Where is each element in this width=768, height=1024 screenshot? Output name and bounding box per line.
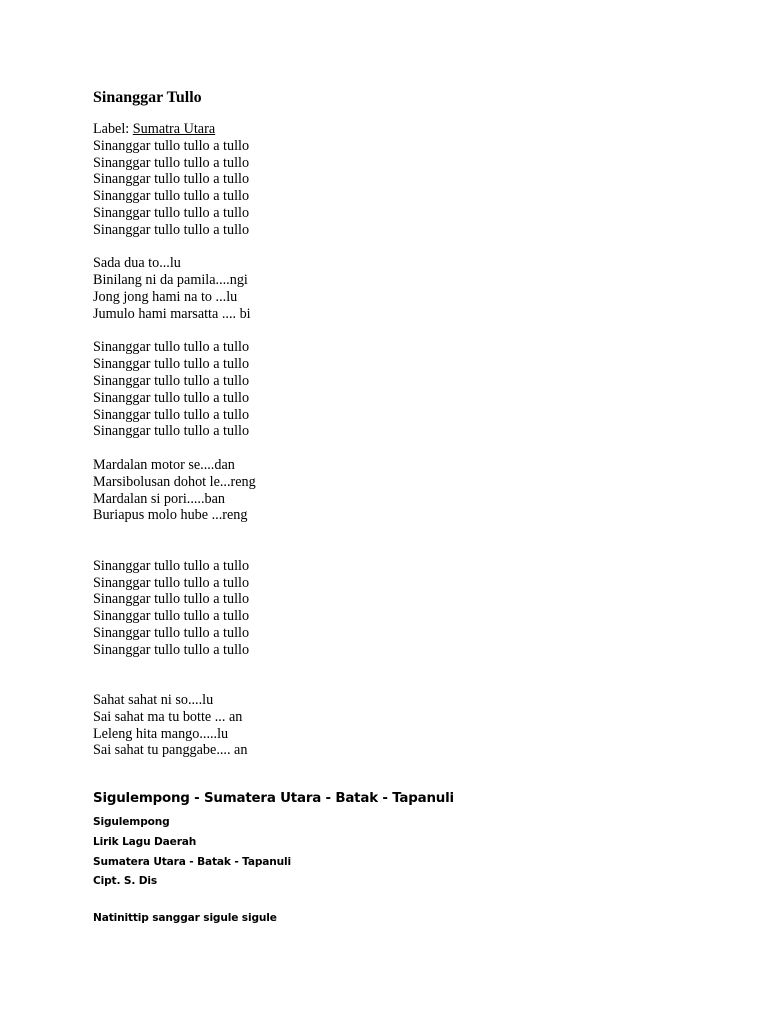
lyric-line: Leleng hita mango.....lu	[93, 725, 229, 742]
lyric-line: Jong jong hami na to ...lu	[93, 288, 238, 305]
lyric-line: Sada dua to...lu	[93, 255, 181, 272]
lyric-line: Sinanggar tullo tullo a tullo	[93, 356, 250, 373]
lyric-line: Jumulo hami marsatta .... bi	[93, 305, 251, 322]
lyric-block-verse-1	[93, 255, 713, 322]
stanza-gap	[93, 440, 713, 457]
lyric-line: Sinanggar tullo tullo a tullo	[93, 171, 250, 188]
lyric-line: Natinittip sanggar sigule sigule	[93, 912, 277, 925]
lyric-line: Sinanggar tullo tullo a tullo	[93, 137, 250, 154]
label-link-sumatra-utara[interactable]: Sumatra Utara	[132, 121, 216, 137]
lyric-line: Sinanggar tullo tullo a tullo	[93, 423, 250, 440]
document-page	[93, 88, 713, 929]
lyric-line: Sahat sahat ni so....lu	[93, 692, 214, 709]
lyric-block-verse-2	[93, 457, 713, 524]
lyric-line: Sinanggar tullo tullo a tullo	[93, 624, 250, 641]
lyric-line: Sai sahat tu panggabe.... an	[93, 742, 248, 759]
song-title-sinanggar-tullo: Sinanggar Tullo	[93, 89, 202, 106]
lyric-block-verse-3	[93, 692, 713, 759]
meta-line: Cipt. S. Dis	[93, 875, 158, 888]
meta-line: Lirik Lagu Daerah	[93, 835, 197, 848]
lyric-line: Sinanggar tullo tullo a tullo	[93, 641, 250, 658]
stanza-gap	[93, 323, 713, 340]
lyric-block-chorus-2	[93, 339, 713, 440]
stanza-gap	[93, 239, 713, 256]
lyric-line: Binilang ni da pamila....ngi	[93, 272, 248, 289]
lyric-block-chorus-3	[93, 558, 713, 659]
stanza-gap	[93, 659, 713, 693]
song-meta-block	[93, 813, 713, 892]
song-title-sigulempong: Sigulempong - Sumatera Utara - Batak - Tapanuli	[93, 791, 454, 807]
label-line	[93, 121, 713, 138]
stanza-gap	[93, 892, 713, 909]
lyric-line: Mardalan si pori.....ban	[93, 490, 225, 507]
lyric-line: Sai sahat ma tu botte ... an	[93, 708, 243, 725]
lyric-line: Buriapus molo hube ...reng	[93, 507, 248, 524]
meta-line: Sigulempong	[93, 816, 170, 829]
section-gap	[93, 759, 713, 789]
lyric-line: Mardalan motor se....dan	[93, 456, 235, 473]
lyric-line: Sinanggar tullo tullo a tullo	[93, 339, 250, 356]
meta-line: Sumatera Utara - Batak - Tapanuli	[93, 855, 292, 868]
lyric-line: Sinanggar tullo tullo a tullo	[93, 608, 250, 625]
lyric-line: Sinanggar tullo tullo a tullo	[93, 406, 250, 423]
lyric-line: Sinanggar tullo tullo a tullo	[93, 372, 250, 389]
stanza-gap	[93, 524, 713, 558]
lyric-line: Sinanggar tullo tullo a tullo	[93, 574, 250, 591]
lyric-line: Sinanggar tullo tullo a tullo	[93, 154, 250, 171]
lyric-line: Sinanggar tullo tullo a tullo	[93, 389, 250, 406]
lyric-block-chorus-1	[93, 138, 713, 239]
label-prefix: Label:	[93, 121, 133, 137]
lyric-line: Sinanggar tullo tullo a tullo	[93, 204, 250, 221]
lyric-line: Sinanggar tullo tullo a tullo	[93, 557, 250, 574]
lyric-line: Sinanggar tullo tullo a tullo	[93, 188, 250, 205]
lyric-line: Sinanggar tullo tullo a tullo	[93, 591, 250, 608]
lyric-line: Marsibolusan dohot le...reng	[93, 473, 256, 490]
lyric-line: Sinanggar tullo tullo a tullo	[93, 221, 250, 238]
